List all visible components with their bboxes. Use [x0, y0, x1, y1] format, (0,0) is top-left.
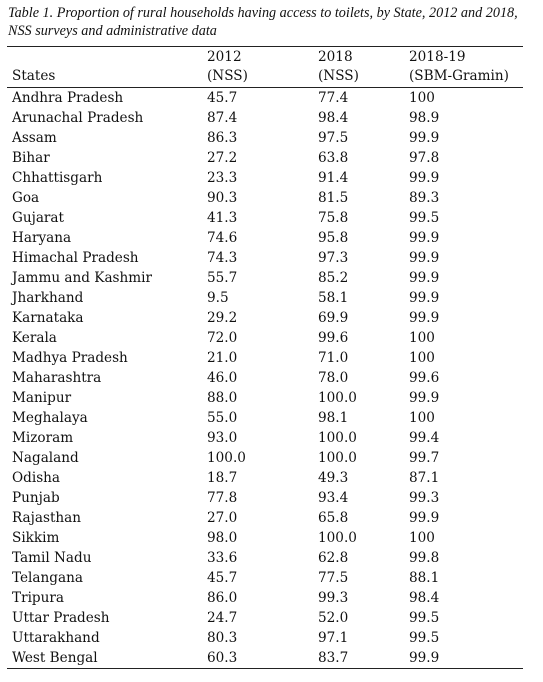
cell-2018-19: 99.9: [409, 290, 440, 306]
cell-state: Arunachal Pradesh: [12, 110, 144, 126]
cell-2018-19: 89.3: [409, 190, 440, 206]
cell-2012: 98.0: [207, 530, 238, 546]
cell-2018: 85.2: [318, 270, 349, 286]
table-row: [0, 608, 543, 628]
cell-2018-19: 99.9: [409, 650, 440, 666]
cell-state: Rajasthan: [12, 510, 82, 526]
table-row: [0, 428, 543, 448]
table-row: [0, 328, 543, 348]
cell-2012: 77.8: [207, 490, 238, 506]
cell-2018: 75.8: [318, 210, 349, 226]
cell-state: Jharkhand: [12, 290, 84, 306]
cell-2018-19: 100: [409, 330, 435, 346]
cell-2012: 87.4: [207, 110, 238, 126]
cell-2012: 45.7: [207, 570, 238, 586]
cell-state: Tripura: [12, 590, 64, 606]
cell-2018: 100.0: [318, 390, 357, 406]
cell-2012: 21.0: [207, 350, 238, 366]
cell-2018: 100.0: [318, 430, 357, 446]
table-row: [0, 108, 543, 128]
header-2018-19-source: (SBM-Gramin): [409, 68, 509, 84]
cell-2018-19: 100: [409, 90, 435, 106]
cell-state: Haryana: [12, 230, 72, 246]
cell-2018-19: 100: [409, 350, 435, 366]
cell-2018-19: 99.9: [409, 510, 440, 526]
cell-2012: 60.3: [207, 650, 238, 666]
cell-2012: 74.6: [207, 230, 238, 246]
cell-state: Telangana: [12, 570, 83, 586]
cell-2012: 45.7: [207, 90, 238, 106]
cell-2012: 80.3: [207, 630, 238, 646]
cell-2018: 77.4: [318, 90, 349, 106]
cell-state: Meghalaya: [12, 410, 88, 426]
cell-2018: 97.5: [318, 130, 349, 146]
table-row: [0, 208, 543, 228]
cell-state: Jammu and Kashmir: [12, 270, 153, 286]
cell-2018-19: 99.9: [409, 310, 440, 326]
table-row: [0, 548, 543, 568]
cell-2012: 41.3: [207, 210, 238, 226]
table-row: [0, 448, 543, 468]
table-row: [0, 268, 543, 288]
table-row: [0, 488, 543, 508]
cell-2018-19: 99.5: [409, 210, 440, 226]
cell-state: Andhra Pradesh: [12, 90, 124, 106]
table-row: [0, 188, 543, 208]
cell-2012: 72.0: [207, 330, 238, 346]
cell-2018-19: 99.8: [409, 550, 440, 566]
table-row: [0, 228, 543, 248]
table-row: [0, 128, 543, 148]
cell-2018-19: 98.9: [409, 110, 440, 126]
cell-2018: 98.4: [318, 110, 349, 126]
cell-2012: 86.0: [207, 590, 238, 606]
cell-2012: 74.3: [207, 250, 238, 266]
cell-state: Mizoram: [12, 430, 74, 446]
cell-state: Uttarakhand: [12, 630, 100, 646]
cell-2018-19: 99.6: [409, 370, 440, 386]
cell-2018-19: 99.4: [409, 430, 440, 446]
cell-2018-19: 99.3: [409, 490, 440, 506]
table-body: [0, 88, 543, 668]
cell-2018-19: 88.1: [409, 570, 440, 586]
cell-state: Manipur: [12, 390, 72, 406]
cell-2012: 29.2: [207, 310, 238, 326]
cell-2012: 46.0: [207, 370, 238, 386]
cell-state: Kerala: [12, 330, 57, 346]
cell-state: Karnataka: [12, 310, 84, 326]
table-row: [0, 468, 543, 488]
cell-2018: 77.5: [318, 570, 349, 586]
cell-2018: 97.1: [318, 630, 349, 646]
cell-2018-19: 99.9: [409, 230, 440, 246]
table-row: [0, 148, 543, 168]
table-row: [0, 388, 543, 408]
cell-state: Assam: [12, 130, 57, 146]
header-states: States: [12, 68, 56, 84]
cell-2012: 93.0: [207, 430, 238, 446]
header-2012-year: 2012: [207, 49, 242, 65]
cell-2018: 65.8: [318, 510, 349, 526]
header-2018-source: (NSS): [318, 68, 359, 84]
table-bottom-rule: [7, 668, 523, 669]
cell-2018-19: 99.9: [409, 170, 440, 186]
cell-2018-19: 98.4: [409, 590, 440, 606]
cell-2018: 71.0: [318, 350, 349, 366]
cell-2018: 97.3: [318, 250, 349, 266]
cell-state: Punjab: [12, 490, 60, 506]
cell-2012: 27.2: [207, 150, 238, 166]
cell-2018-19: 99.9: [409, 250, 440, 266]
header-2018-19-year: 2018-19: [409, 49, 466, 65]
table-row: [0, 288, 543, 308]
cell-2018: 78.0: [318, 370, 349, 386]
table-row: [0, 248, 543, 268]
cell-2012: 90.3: [207, 190, 238, 206]
cell-state: Goa: [12, 190, 40, 206]
cell-state: Bihar: [12, 150, 50, 166]
cell-2018: 100.0: [318, 530, 357, 546]
table-row: [0, 568, 543, 588]
cell-2012: 88.0: [207, 390, 238, 406]
cell-2018: 62.8: [318, 550, 349, 566]
cell-2018-19: 99.9: [409, 130, 440, 146]
cell-2012: 24.7: [207, 610, 238, 626]
cell-state: Tamil Nadu: [12, 550, 92, 566]
cell-state: Odisha: [12, 470, 61, 486]
table-row: [0, 528, 543, 548]
cell-state: Himachal Pradesh: [12, 250, 139, 266]
cell-2018: 58.1: [318, 290, 349, 306]
header-2018-year: 2018: [318, 49, 353, 65]
cell-state: Chhattisgarh: [12, 170, 103, 186]
cell-2018: 83.7: [318, 650, 349, 666]
table-caption: Table 1. Proportion of rural households having access to toilets, by State, 2012 and 2018, NSS surveys and administrative data: [8, 5, 518, 39]
cell-2018: 98.1: [318, 410, 349, 426]
cell-2018: 99.6: [318, 330, 349, 346]
cell-2012: 55.0: [207, 410, 238, 426]
table-row: [0, 628, 543, 648]
cell-2012: 9.5: [207, 290, 229, 306]
cell-2018-19: 99.9: [409, 270, 440, 286]
table-row: [0, 348, 543, 368]
table-row: [0, 168, 543, 188]
cell-2012: 86.3: [207, 130, 238, 146]
table-row: [0, 508, 543, 528]
cell-2018-19: 100: [409, 530, 435, 546]
cell-state: Maharashtra: [12, 370, 102, 386]
table-row: [0, 88, 543, 108]
cell-2012: 23.3: [207, 170, 238, 186]
cell-2018: 63.8: [318, 150, 349, 166]
cell-2012: 33.6: [207, 550, 238, 566]
cell-2018-19: 99.9: [409, 390, 440, 406]
cell-2018: 81.5: [318, 190, 349, 206]
cell-2018: 52.0: [318, 610, 349, 626]
cell-2018-19: 99.7: [409, 450, 440, 466]
cell-2018-19: 100: [409, 410, 435, 426]
table-row: [0, 648, 543, 668]
cell-2018: 95.8: [318, 230, 349, 246]
cell-2018: 100.0: [318, 450, 357, 466]
cell-2018: 93.4: [318, 490, 349, 506]
cell-2012: 55.7: [207, 270, 238, 286]
cell-2012: 27.0: [207, 510, 238, 526]
table-row: [0, 588, 543, 608]
cell-2012: 18.7: [207, 470, 238, 486]
cell-2012: 100.0: [207, 450, 246, 466]
table-row: [0, 408, 543, 428]
cell-2018-19: 87.1: [409, 470, 440, 486]
cell-state: Nagaland: [12, 450, 79, 466]
cell-2018-19: 99.5: [409, 610, 440, 626]
cell-2018-19: 97.8: [409, 150, 440, 166]
cell-state: Gujarat: [12, 210, 64, 226]
table-row: [0, 308, 543, 328]
cell-state: West Bengal: [12, 650, 98, 666]
cell-state: Uttar Pradesh: [12, 610, 110, 626]
cell-2018: 99.3: [318, 590, 349, 606]
cell-2018: 49.3: [318, 470, 349, 486]
header-2012-source: (NSS): [207, 68, 248, 84]
table-row: [0, 368, 543, 388]
cell-state: Sikkim: [12, 530, 60, 546]
cell-2018: 69.9: [318, 310, 349, 326]
cell-state: Madhya Pradesh: [12, 350, 128, 366]
cell-2018: 91.4: [318, 170, 349, 186]
cell-2018-19: 99.5: [409, 630, 440, 646]
